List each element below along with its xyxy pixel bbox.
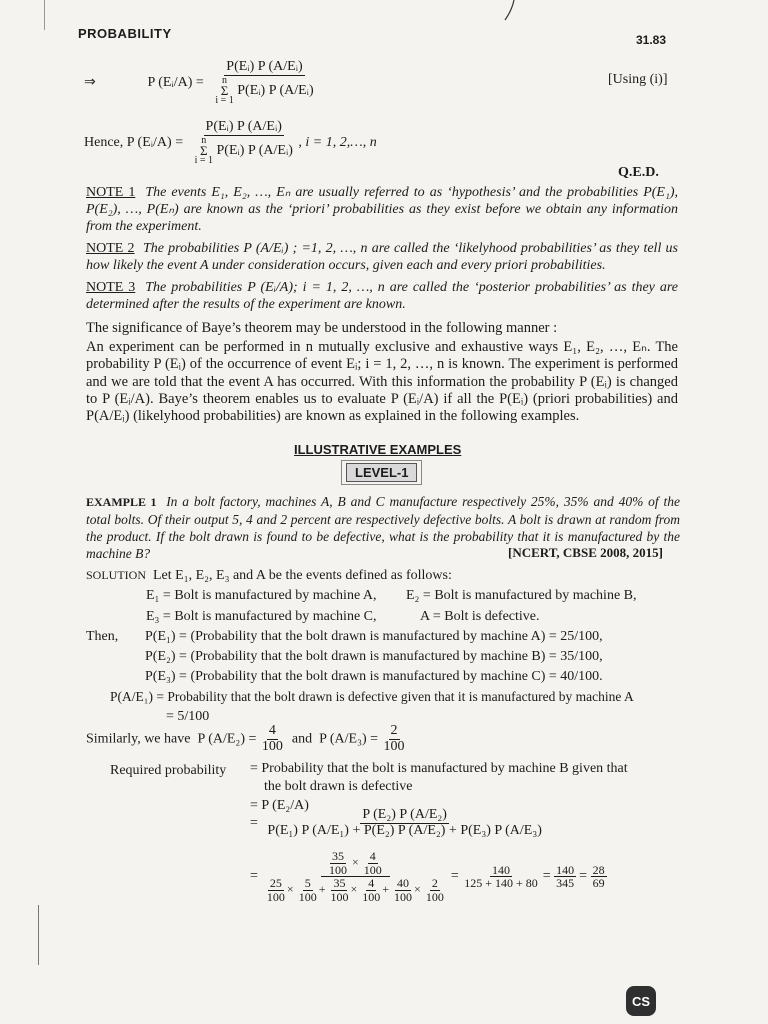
event-e1: E₁ = Bolt is manufactured by machine A, — [146, 588, 377, 603]
pa2-lhs: P (A/E₂) = — [197, 731, 257, 747]
required-line-3: = P (E₂/A) — [250, 798, 309, 813]
note-1 — [86, 184, 678, 235]
event-a: A = Bolt is defective. — [420, 609, 540, 624]
eq1-lhs: P (Eᵢ/A) = — [147, 75, 204, 91]
pa2-num: 4 — [268, 723, 276, 738]
pen-mark — [500, 0, 520, 22]
page-edge-mark-top — [44, 0, 45, 30]
section-title: ILLUSTRATIVE EXAMPLES — [294, 442, 462, 457]
and-word: and — [291, 731, 313, 747]
prob-e3: P(E₃) = (Probability that the bolt drawn is manufactured by machine C) = 40/100. — [145, 669, 603, 684]
likelihood-a-e2-e3 — [86, 724, 407, 754]
note-2 — [86, 240, 678, 274]
camscanner-text: CS — [631, 993, 651, 1009]
note-label: NOTE 3 — [86, 280, 136, 295]
page-number: 31.83 — [636, 33, 667, 47]
eq1-numerator: P(Eᵢ) P (A/Eᵢ) — [226, 59, 303, 74]
note-text: The probabilities P (Eᵢ/A); i = 1, 2, …, n are called the ‘posterior probabilities’ as they are determined after the results of the experiment are known. — [86, 280, 679, 312]
required-line-1: = Probability that the bolt is manufactured by machine B given that — [250, 761, 628, 776]
result-2-num: 140 — [556, 862, 575, 877]
note-text: The events E₁, E₂, …, Eₙ are usually referred to as ‘hypothesis’ and the probabilities P(E₁), P(E₂), …, P(Eₙ) are known as the ‘priori’ probabilities as they exist before we obtain any information from the experiment. — [86, 185, 679, 234]
pa3-den: 100 — [383, 738, 405, 754]
likelihood-a-e1: P(A/E₁) = Probability that the bolt drawn is defective given that it is manufactured by machine A — [110, 689, 634, 704]
eq2-lhs: P (Eᵢ/A) = — [126, 135, 184, 151]
qed: Q.E.D. — [618, 165, 659, 180]
note-3 — [86, 279, 678, 313]
example-text: In a bolt factory, machines A, B and C manufacture respectively 25%, 35% and 40% of the total bolts. Of their output 5, 4 and 2 percent are respectively defective bolts. A bolt is drawn at random from the product. If the bolt drawn is found to be defective, what is the probability that it is manufactured by the machine B? — [86, 494, 681, 561]
sum-symbol: n Σ i = 1 — [194, 134, 214, 166]
eq1-denominator: P(Eᵢ) P (A/Eᵢ) — [237, 82, 314, 98]
prob-e1: P(E₁) = (Probability that the bolt drawn is manufactured by machine A) = 25/100, — [145, 629, 603, 644]
sum-symbol: n Σ i = 1 — [215, 74, 234, 106]
result-1-num: 140 — [491, 862, 510, 877]
equals-sign: = — [250, 815, 258, 831]
similarly-label: Similarly, we have — [86, 731, 191, 747]
event-e3: E₃ = Bolt is manufactured by machine C, — [146, 609, 377, 624]
result-2-den: 345 — [556, 876, 575, 891]
equals-sign: = — [250, 868, 258, 884]
likelihood-a-e1-value: = 5/100 — [166, 709, 210, 724]
event-e2: E₂ = Bolt is manufactured by machine B, — [406, 588, 637, 603]
bayes-numerator: P (E₂) P (A/E₂) — [362, 807, 447, 822]
pa3-num: 2 — [390, 723, 398, 738]
pa2-den: 100 — [261, 738, 283, 754]
equation-bayes-1 — [84, 60, 316, 106]
solution-intro — [86, 568, 452, 584]
eq2-denominator: P(Eᵢ) P (A/Eᵢ) — [216, 142, 293, 158]
level-badge: LEVEL-1 — [346, 463, 417, 482]
note-label: NOTE 2 — [86, 241, 135, 256]
pa3-lhs: P (A/E₃) = — [319, 731, 379, 747]
example-reference: [NCERT, CBSE 2008, 2015] — [508, 545, 663, 560]
note-text: The probabilities P (A/Eᵢ) ; =1, 2, …, n are called the ‘likelyhood probabilities’ as they tell us how likely the event A under consideration occurs, given each and every priori probabilities. — [86, 241, 678, 273]
required-line-2: the bolt drawn is defective — [264, 779, 413, 794]
final-calculation: = $\frac{35}{100}$ × $\frac{4}{100}$ $\frac{25}{100}$ × $\frac{5}{100}$ + $\frac{35}{100}$ × $\frac{4}{100}$ + $\frac{40}{100}$ × $\frac{2}{100}$ = $\frac{140}{125 + 140 + 80}$ = $\frac{140}{345}$ = $\frac{28}{69}$ — [250, 849, 605, 904]
hence-label: Hence, — [84, 135, 124, 151]
result-3-num: 28 — [592, 862, 605, 877]
experiment-paragraph: An experiment can be performed in n mutually exclusive and exhaustive ways E₁, E₂, …, Eₙ. The probability P (Eᵢ) of the occurrence of event Eᵢ; i = 1, 2, …, n is known. The experiment is performed and we are told that the event A has occurred. With this information the probability P (Eᵢ) is changed to P (Eᵢ/A). Baye’s theorem enables us to evaluate P (Eᵢ/A) if all the P(Eᵢ) (priori probabilities) and P(A/Eᵢ) (likelyhood probabilities) are known as explained in the following examples. — [86, 339, 678, 425]
bayes-denominator: P(E₁) P (A/E₁) + P(E₂) P (A/E₂) + P(E₃) P (A/E₃) — [267, 822, 542, 838]
result-3-den: 69 — [592, 876, 605, 891]
example-label: EXAMPLE 1 — [86, 495, 157, 509]
eq2-numerator: P(Eᵢ) P (A/Eᵢ) — [205, 119, 282, 134]
result-1-den: 125 + 140 + 80 — [464, 876, 538, 891]
solution-intro-text: Let E₁, E₂, E₃ and A be the events defined as follows: — [153, 568, 452, 583]
significance-text: The significance of Baye’s theorem may be understood in the following manner : — [86, 320, 558, 336]
using-note: [Using (i)] — [608, 72, 668, 87]
equation-bayes-2 — [84, 120, 377, 166]
prob-e2: P(E₂) = (Probability that the bolt drawn is manufactured by machine B) = 35/100, — [145, 649, 603, 664]
note-label: NOTE 1 — [86, 185, 136, 200]
implies-arrow: ⇒ — [84, 75, 96, 91]
then-label: Then, — [86, 629, 119, 644]
page-edge-mark — [38, 905, 39, 965]
chapter-header: PROBABILITY — [78, 26, 172, 41]
bayes-substitution — [250, 808, 544, 838]
eq2-range: , i = 1, 2,…, n — [298, 135, 377, 151]
solution-label: SOLUTION — [86, 568, 146, 582]
required-label: Required probability — [110, 763, 227, 778]
camscanner-logo — [626, 986, 656, 1016]
